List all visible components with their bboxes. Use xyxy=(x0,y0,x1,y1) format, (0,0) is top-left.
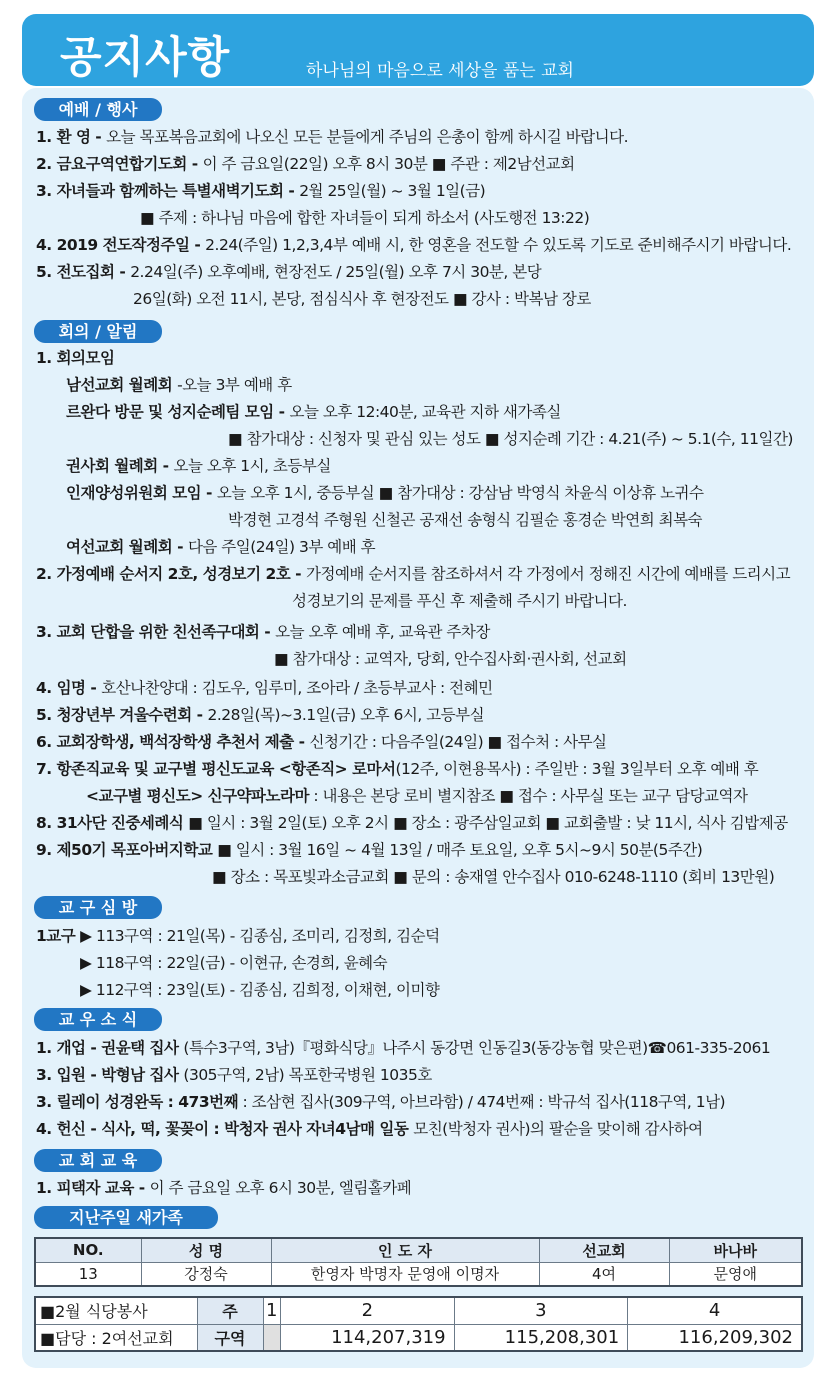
worship-item: 3. 자녀들과 함께하는 특별새벽기도회 - 2월 25일(월) ~ 3월 1일(금) xyxy=(36,182,486,200)
meal-header-area: 구역 xyxy=(197,1324,263,1351)
week-cell: 4 xyxy=(628,1297,802,1324)
table-cell: 4여 xyxy=(539,1262,669,1286)
meeting-item: 6. 교회장학생, 백석장학생 추천서 제출 - 신청기간 : 다음주일(24일) ■ 접수처 : 사무실 xyxy=(36,733,607,751)
meal-label-charge: ■담당 : 2여선교회 xyxy=(35,1324,197,1351)
page-title: 공지사항 xyxy=(60,33,231,83)
meeting-item: 5. 청장년부 겨울수련회 - 2.28일(목)~3.1일(금) 오후 6시, 고등부실 xyxy=(36,706,485,724)
worship-item: 4. 2019 전도작정주일 - 2.24(주일) 1,2,3,4부 예배 시, 한 영혼을 전도할 수 있도록 기도로 준비해주시기 바랍니다. xyxy=(36,236,792,254)
meeting-item: 3. 교회 단합을 위한 친선족구대회 - 오늘 오후 예배 후, 교육관 주차장 xyxy=(36,623,490,641)
meeting-item: 9. 제50기 목포아버지학교 ■ 일시 : 3월 16일 ~ 4월 13일 / 매주 토요일, 오후 5시~9시 50분(5주간) xyxy=(36,841,703,859)
header-banner xyxy=(22,14,814,86)
table-cell: 한영자 박명자 문영애 이명자 xyxy=(271,1262,539,1286)
education-item: 1. 피택자 교육 - 이 주 금요일 오후 6시 30분, 엘림홀카페 xyxy=(36,1179,412,1197)
page-subtitle: 하나님의 마음으로 세상을 품는 교회 xyxy=(306,61,574,81)
table-header: 선교회 xyxy=(539,1238,669,1262)
meeting-item: <교구별 평신도> 신구약파노라마 : 내용은 본당 로비 별지참조 ■ 접수 : 사무실 또는 교구 담당교역자 xyxy=(86,787,748,805)
meeting-item: 권사회 월례회 - 오늘 오후 1시, 초등부실 xyxy=(66,457,331,475)
visit-item: ▶ 112구역 : 23일(토) - 김종심, 김희정, 이채현, 이미향 xyxy=(80,981,440,999)
meeting-item: 7. 항존직교육 및 교구별 평신도교육 <항존직> 로마서(12주, 이현용목사) : 주일반 : 3월 3일부터 오후 예배 후 xyxy=(36,760,759,778)
section-tag-newfamily: 지난주일 새가족 xyxy=(34,1206,218,1229)
meeting-item: ■ 장소 : 목포빛과소금교회 ■ 문의 : 송재열 안수집사 010-6248-1110 (회비 13만원) xyxy=(212,868,775,886)
meeting-item: 2. 가정예배 순서지 2호, 성경보기 2호 - 가정예배 순서지를 참조하셔서 각 가정에서 정해진 시간에 예배를 드리시고 xyxy=(36,565,791,583)
table-row xyxy=(35,1262,802,1286)
meeting-item: 남선교회 월례회 -오늘 3부 예배 후 xyxy=(66,376,292,394)
meeting-item: 1. 회의모임 xyxy=(36,349,115,367)
worship-item: 5. 전도집회 - 2.24일(주) 오후예배, 현장전도 / 25일(월) 오후 7시 30분, 본당 xyxy=(36,263,542,281)
worship-item: ■ 주제 : 하나님 마음에 합한 자녀들이 되게 하소서 (사도행전 13:22) xyxy=(140,209,590,227)
table-cell: 강정숙 xyxy=(141,1262,271,1286)
week-cell: 3 xyxy=(454,1297,628,1324)
new-family-table xyxy=(34,1237,803,1287)
table-header-row xyxy=(35,1238,802,1262)
table-header: 바나바 xyxy=(669,1238,802,1262)
meeting-item: 성경보기의 문제를 푸신 후 제출해 주시기 바랍니다. xyxy=(292,592,627,610)
section-tag-education: 교 회 교 육 xyxy=(34,1149,162,1172)
news-item: 3. 릴레이 성경완독 : 473번째 : 조삼현 집사(309구역, 아브라함) / 474번째 : 박규석 집사(118구역, 1남) xyxy=(36,1093,726,1111)
meal-service-table xyxy=(34,1296,803,1352)
table-header: 인 도 자 xyxy=(271,1238,539,1262)
meal-label-month: ■2월 식당봉사 xyxy=(35,1297,197,1324)
section-tag-news: 교 우 소 식 xyxy=(34,1008,162,1031)
table-header: NO. xyxy=(35,1238,141,1262)
visit-item: ▶ 118구역 : 22일(금) - 이현규, 손경희, 윤혜숙 xyxy=(80,954,388,972)
meeting-item: 인재양성위원회 모임 - 오늘 오후 1시, 중등부실 ■ 참가대상 : 강삼남 박영식 차윤식 이상휴 노귀수 xyxy=(66,484,704,502)
visit-item: 1교구 ▶ 113구역 : 21일(목) - 김종심, 조미리, 김정희, 김순덕 xyxy=(36,927,440,945)
area-cell: 116,209,302 xyxy=(628,1324,802,1351)
area-cell: 114,207,319 xyxy=(281,1324,455,1351)
meeting-item: 4. 임명 - 호산나찬양대 : 김도우, 임루미, 조아라 / 초등부교사 : 전혜민 xyxy=(36,679,493,697)
meal-header-week: 주 xyxy=(197,1297,263,1324)
news-item: 4. 헌신 - 식사, 떡, 꽃꽂이 : 박청자 권사 자녀4남매 일동 모친(박청자 권사)의 팔순을 맞이해 감사하여 xyxy=(36,1120,703,1138)
news-item: 3. 입원 - 박형남 집사 (305구역, 2남) 목포한국병원 1035호 xyxy=(36,1066,432,1084)
meeting-item: 박경현 고경석 주형원 신철곤 공재선 송형식 김필순 홍경순 박연희 최복숙 xyxy=(228,511,703,529)
meeting-item: ■ 참가대상 : 신청자 및 관심 있는 성도 ■ 성지순례 기간 : 4.21(주) ~ 5.1(수, 11일간) xyxy=(228,430,793,448)
week-cell: 2 xyxy=(281,1297,455,1324)
table-cell: 13 xyxy=(35,1262,141,1286)
section-tag-worship: 예배 / 행사 xyxy=(34,98,162,121)
meeting-item: 여선교회 월례회 - 다음 주일(24일) 3부 예배 후 xyxy=(66,538,376,556)
worship-item: 2. 금요구역연합기도회 - 이 주 금요일(22일) 오후 8시 30분 ■ 주관 : 제2남선교회 xyxy=(36,155,575,173)
section-tag-meeting: 회의 / 알림 xyxy=(34,320,162,343)
section-tag-visit: 교 구 심 방 xyxy=(34,896,162,919)
area-cell: 115,208,301 xyxy=(454,1324,628,1351)
table-header: 성 명 xyxy=(141,1238,271,1262)
table-cell: 문영애 xyxy=(669,1262,802,1286)
table-row xyxy=(35,1324,802,1351)
table-row xyxy=(35,1297,802,1324)
week-cell: 1 xyxy=(263,1297,281,1324)
worship-item: 26일(화) 오전 11시, 본당, 점심식사 후 현장전도 ■ 강사 : 박복남 장로 xyxy=(133,290,591,308)
news-item: 1. 개업 - 권윤택 집사 (특수3구역, 3남)『평화식당』나주시 동강면 인동길3(동강농협 맞은편)☎061-335-2061 xyxy=(36,1039,771,1057)
meeting-item: 르완다 방문 및 성지순례팀 모임 - 오늘 오후 12:40분, 교육관 지하 새가족실 xyxy=(66,403,561,421)
meeting-item: ■ 참가대상 : 교역자, 당회, 안수집사회·권사회, 선교회 xyxy=(274,650,627,668)
meeting-item: 8. 31사단 진중세례식 ■ 일시 : 3월 2일(토) 오후 2시 ■ 장소 : 광주삼일교회 ■ 교회출발 : 낮 11시, 식사 김밥제공 xyxy=(36,814,788,832)
worship-item: 1. 환 영 - 오늘 목포복음교회에 나오신 모든 분들에게 주님의 은총이 함께 하시길 바랍니다. xyxy=(36,128,629,146)
area-cell xyxy=(263,1324,281,1351)
